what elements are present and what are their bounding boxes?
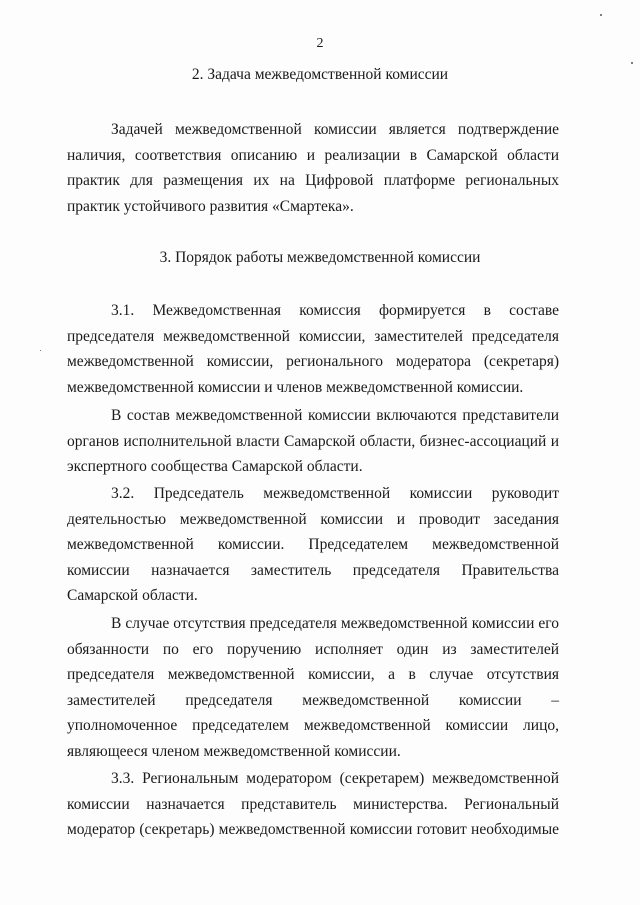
section-2-paragraph: Задачей межведомственной комиссии является подтверждение наличия, соответствия описанию и реализации в Самарской области практик для размещения их на Цифровой платформе региональных практик устойчивого развития «Смартека». (67, 121, 559, 215)
paragraph-3-3: 3.3. Региональным модератором (секретарем) межведомственной комиссии назначается представитель министерства. Региональный модератор (секретарь) межведомственной комиссии готовит необходимые (67, 770, 559, 839)
scan-speck (40, 350, 41, 351)
section-3-heading: 3. Порядок работы межведомственной комиссии (159, 249, 481, 266)
section-2-heading: 2. Задача межведомственной комиссии (191, 66, 449, 83)
paragraph-composition: В состав межведомственной комиссии включаются представители органов исполнительной власти Самарской области, бизнес-ассоциаций и экспертного сообщества Самарской области. (67, 407, 559, 476)
scan-speck (631, 62, 633, 64)
paragraph-absence: В случае отсутствия председателя межведомственной комиссии его обязанности по его поручению исполняет один из заместителей председателя межведомственной комиссии, а в случае отсутствия заместителей председателя межведомственной комиссии – уполномоченное председателем межведомственной комиссии лицо, являющееся членом межведомственной комиссии. (67, 615, 559, 760)
paragraph-3-1: 3.1. Межведомственная комиссия формируется в составе председателя межведомственной комиссии, заместителей председателя межведомственной комиссии, регионального модератора (секретаря) межведомственной комиссии и членов межведомственной комиссии. (67, 302, 559, 396)
page-number: 2 (316, 36, 324, 51)
scan-speck (600, 14, 602, 16)
paragraph-3-2: 3.2. Председатель межведомственной комиссии руководит деятельностью межведомственной комиссии и проводит заседания межведомственной комиссии. Председателем межведомственной комиссии назначается заместитель председателя Правительства Самарской области. (67, 485, 559, 605)
